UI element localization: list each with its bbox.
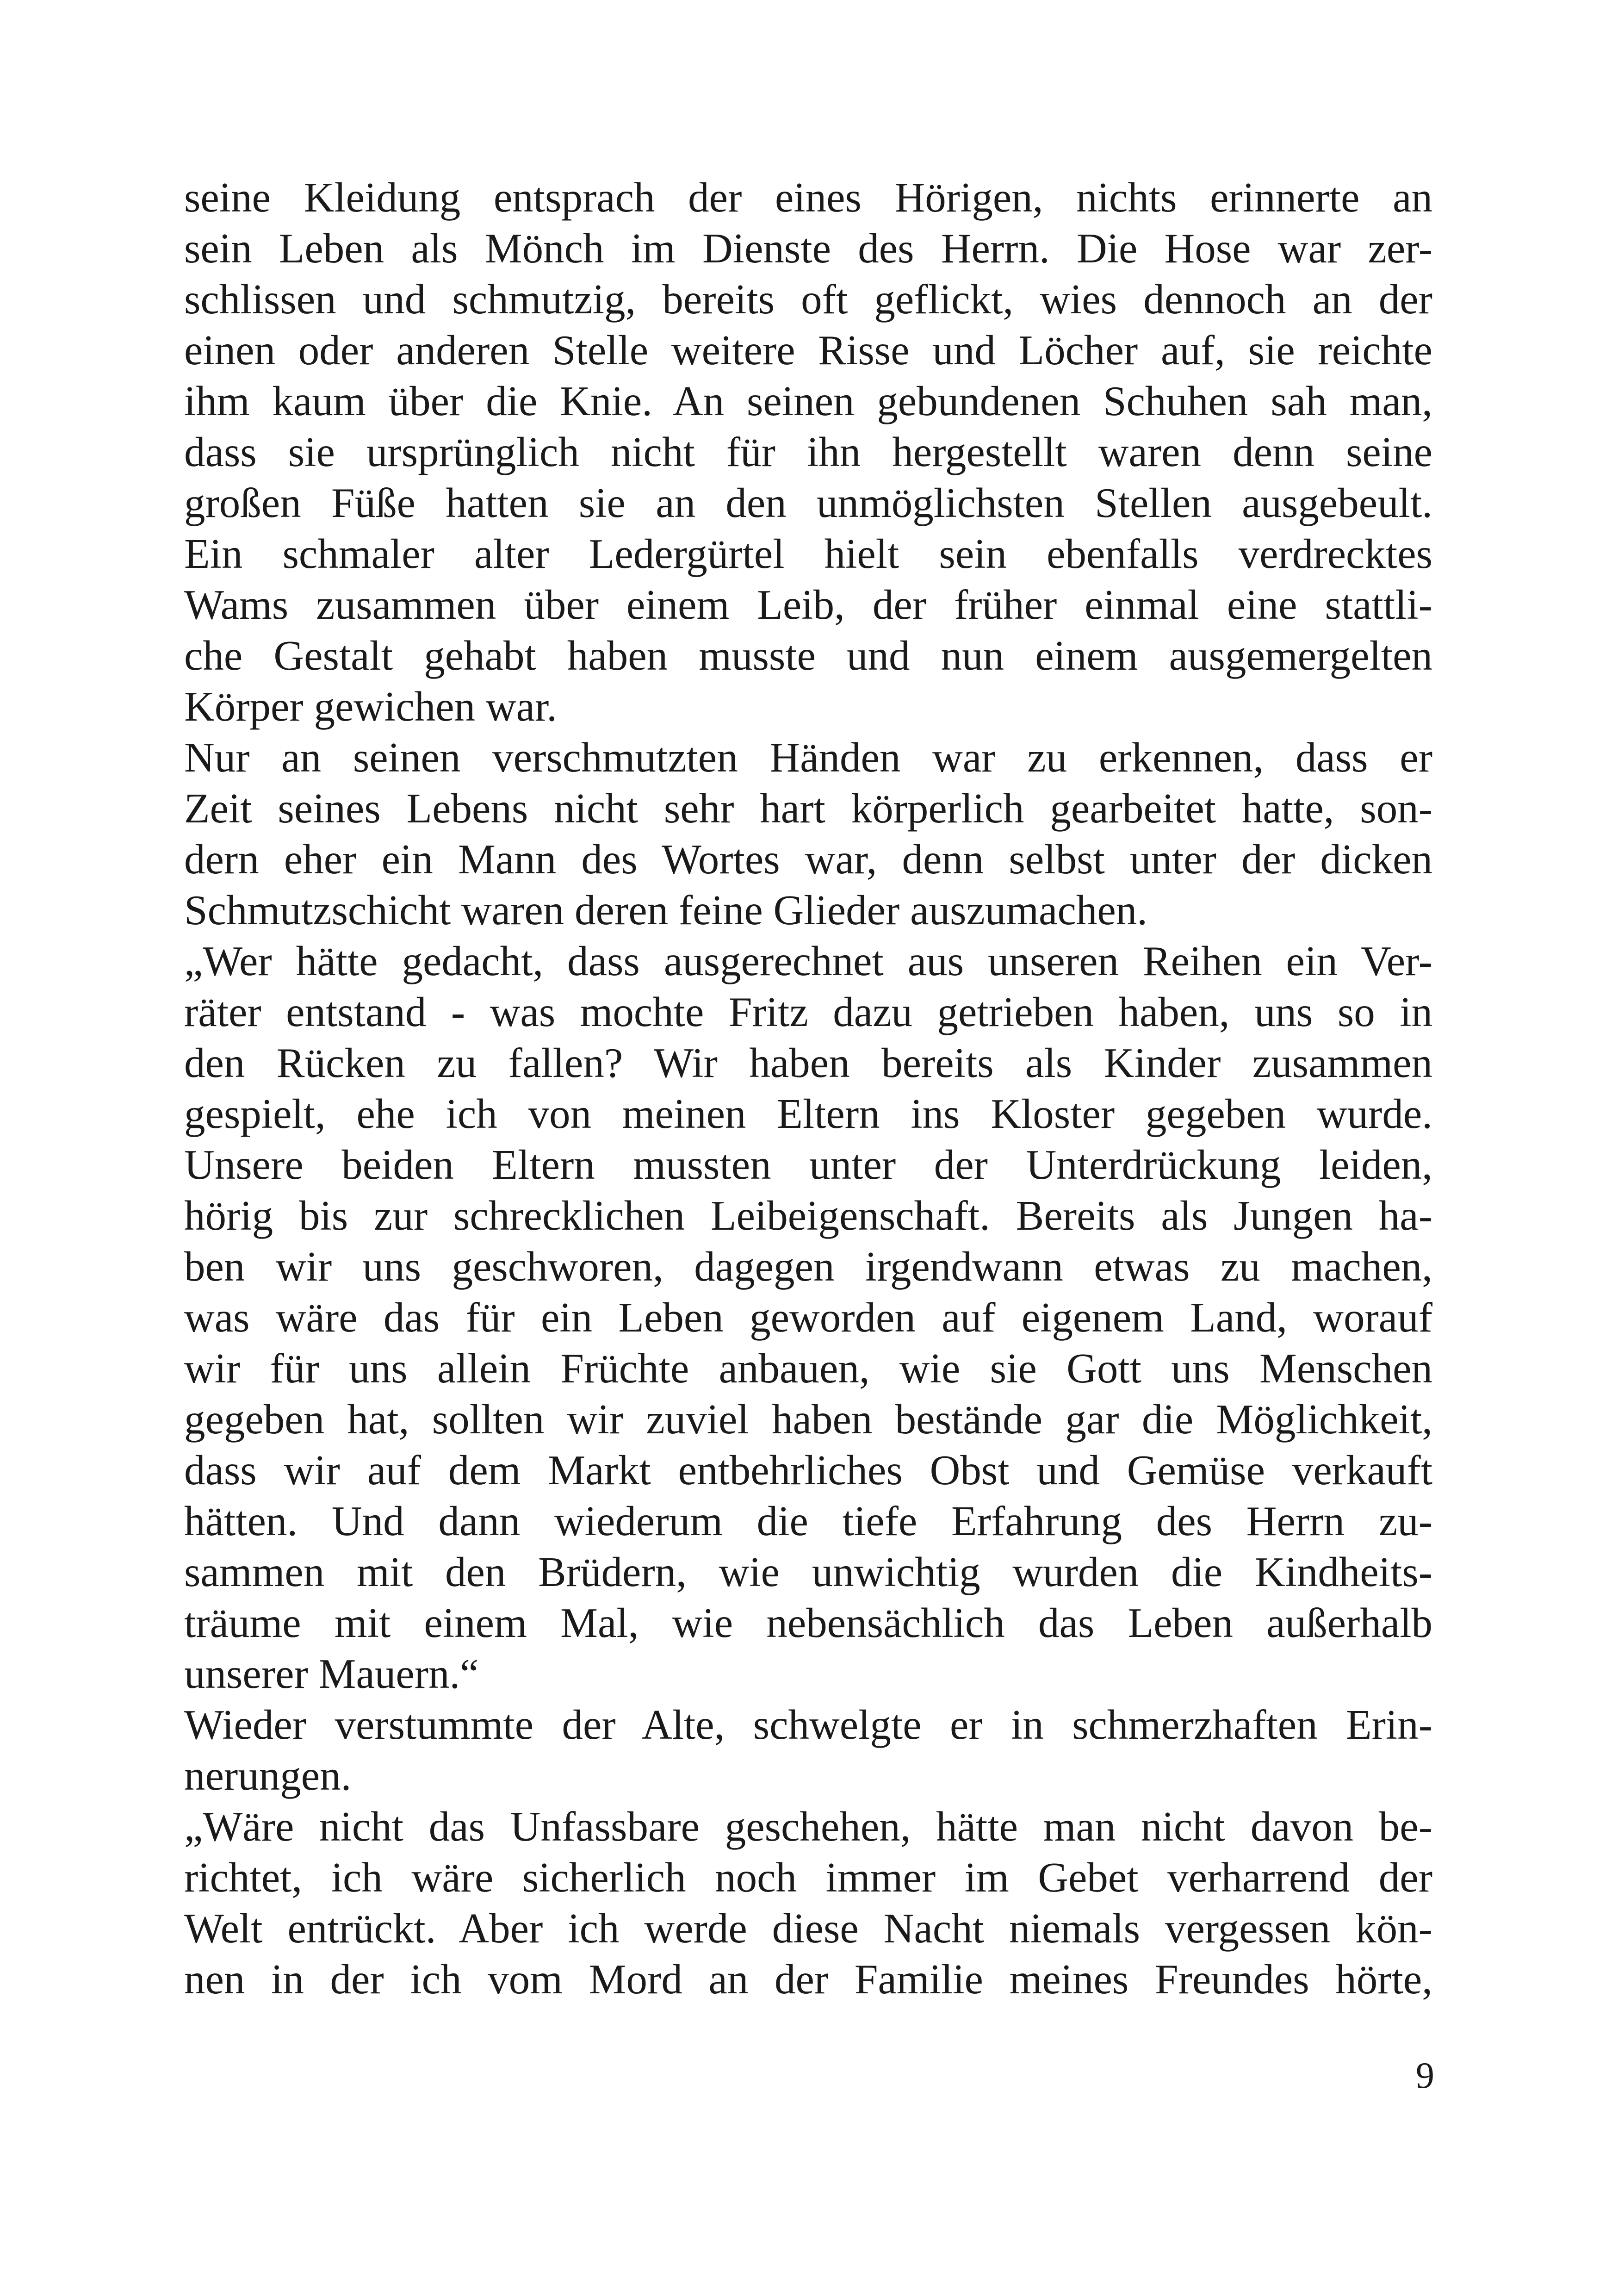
body-text: [184, 172, 1432, 2005]
text-line: hätten. Und dann wiederum die tiefe Erfahrung des Herrn zu-: [184, 1498, 1432, 1544]
text-line: „Wäre nicht das Unfassbare geschehen, hätte man nicht davon be-: [184, 1803, 1432, 1850]
text-line: Unsere beiden Eltern mussten unter der Unterdrückung leiden,: [184, 1141, 1432, 1188]
text-line: Wieder verstummte der Alte, schwelgte er in schmerzhaften Erin-: [184, 1701, 1432, 1748]
text-line: richtet, ich wäre sicherlich noch immer im Gebet verharrend der: [184, 1854, 1432, 1901]
text-line: ben wir uns geschworen, dagegen irgendwann etwas zu machen,: [184, 1243, 1432, 1290]
text-line: seine Kleidung entsprach der eines Hörigen, nichts erinnerte an: [184, 174, 1432, 221]
text-line: Nur an seinen verschmutzten Händen war zu erkennen, dass er: [184, 734, 1432, 781]
text-line: räter entstand - was mochte Fritz dazu getrieben haben, uns so in: [184, 989, 1432, 1035]
text-line: Welt entrückt. Aber ich werde diese Nacht niemals vergessen kön-: [184, 1905, 1432, 1952]
text-line: Wams zusammen über einem Leib, der früher einmal eine stattli-: [184, 581, 1432, 628]
text-line: Schmutzschicht waren deren feine Glieder auszumachen.: [184, 887, 1147, 933]
text-line: nerungen.: [184, 1752, 352, 1799]
text-line: einen oder anderen Stelle weitere Risse und Löcher auf, sie reichte: [184, 327, 1432, 373]
text-line: sein Leben als Mönch im Dienste des Herrn. Die Hose war zer-: [184, 225, 1432, 272]
text-line: dass wir auf dem Markt entbehrliches Obst und Gemüse verkauft: [184, 1447, 1432, 1493]
text-line: den Rücken zu fallen? Wir haben bereits als Kinder zusammen: [184, 1039, 1432, 1086]
text-line: dass sie ursprünglich nicht für ihn hergestellt waren denn seine: [184, 429, 1432, 475]
text-line: „Wer hätte gedacht, dass ausgerechnet aus unseren Reihen ein Ver-: [184, 938, 1432, 984]
page-number: 9: [1416, 2055, 1434, 2096]
text-line: Körper gewichen war.: [184, 683, 558, 730]
text-line: träume mit einem Mal, wie nebensächlich das Leben außerhalb: [184, 1599, 1432, 1646]
text-line: hörig bis zur schrecklichen Leibeigenschaft. Bereits als Jungen ha-: [184, 1192, 1432, 1239]
text-line: che Gestalt gehabt haben musste und nun einem ausgemergelten: [184, 632, 1432, 679]
text-line: ihm kaum über die Knie. An seinen gebundenen Schuhen sah man,: [184, 378, 1432, 424]
text-line: schlissen und schmutzig, bereits oft geflickt, wies dennoch an der: [184, 276, 1432, 323]
text-line: großen Füße hatten sie an den unmöglichsten Stellen ausgebeult.: [184, 479, 1432, 526]
text-line: nen in der ich vom Mord an der Familie meines Freundes hörte,: [184, 1956, 1432, 2003]
text-line: Ein schmaler alter Ledergürtel hielt sein ebenfalls verdrecktes: [184, 530, 1432, 577]
text-line: was wäre das für ein Leben geworden auf eigenem Land, worauf: [184, 1294, 1432, 1341]
text-line: gegeben hat, sollten wir zuviel haben beständе gar die Möglichkeit,: [184, 1396, 1432, 1443]
text-line: dern eher ein Mann des Wortes war, denn selbst unter der dicken: [184, 836, 1432, 883]
text-line: gespielt, ehe ich von meinen Eltern ins Kloster gegeben wurde.: [184, 1090, 1432, 1137]
text-line: wir für uns allein Früchte anbauen, wie sie Gott uns Menschen: [184, 1345, 1432, 1392]
text-line: sammen mit den Brüdern, wie unwichtig wurden die Kindheits-: [184, 1549, 1432, 1595]
text-line: Zeit seines Lebens nicht sehr hart körperlich gearbeitet hatte, son-: [184, 785, 1432, 832]
text-line: unserer Mauern.“: [184, 1650, 479, 1697]
